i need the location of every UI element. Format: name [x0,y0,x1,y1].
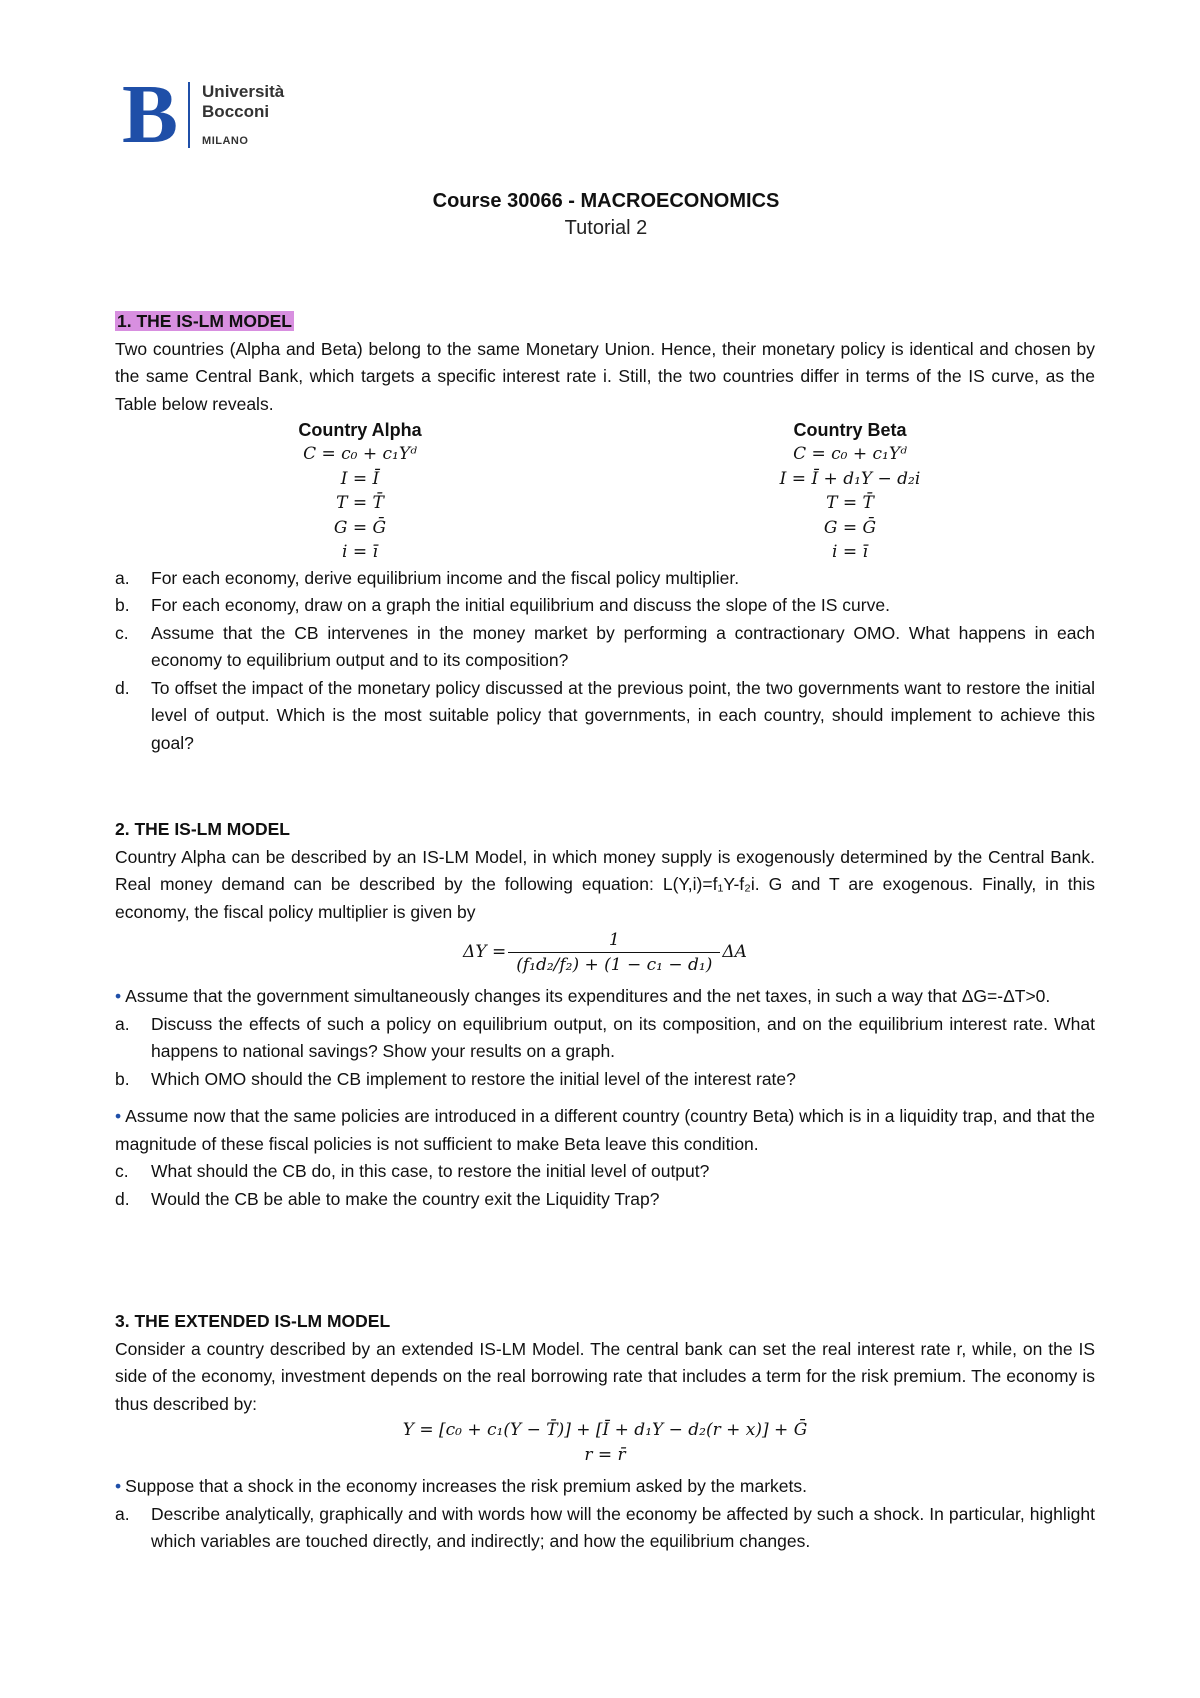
equation-lhs: ΔY = [463,941,507,962]
alpha-eq-taxes: T = T̄ [336,493,384,513]
question-label: d. [115,1188,130,1209]
question-text: To offset the impact of the monetary policy discussed at the previous point, the two governments want to restore the initial level of output. Which is the most suitable policy that governments, in each country, should implement to achieve this goal? [151,677,1095,753]
section-3 [115,1308,1095,1556]
section-2-bullet-1 [115,983,1095,1011]
question-text: For each economy, draw on a graph the initial equilibrium and discuss the slope of the IS curve. [151,595,890,615]
question-label: d. [115,677,130,698]
interest-rate-equation: r = r̄ [584,1444,626,1465]
country-beta-column [605,418,1095,565]
question-label: b. [115,1068,130,1089]
bullet-dot: • [115,1106,122,1126]
bullet-text: Assume that the government simultaneously changes its expenditures and the net taxes, in such a way that ΔG=-ΔT>0. [125,986,1051,1006]
question-item [115,565,1095,593]
question-item [115,675,1095,758]
equation-rhs: ΔA [722,941,747,962]
alpha-eq-interest: i = ī [342,542,378,562]
section-3-intro: Consider a country described by an extended IS-LM Model. The central bank can set the real interest rate r, while, on the IS side of the economy, investment depends on the real borrowing rate that includes a term for the risk premium. The economy is thus described by: [115,1338,1095,1414]
alpha-eq-consumption: C = c₀ + c₁Yᵈ [303,444,417,464]
question-text: What should the CB do, in this case, to restore the initial level of output? [151,1161,710,1181]
country-beta-heading: Country Beta [793,420,907,440]
question-text: Would the CB be able to make the country exit the Liquidity Trap? [151,1188,660,1209]
question-item [115,1501,1095,1556]
question-item [115,620,1095,675]
logo-text [202,80,284,148]
section-2 [115,816,1095,1213]
section-3-heading: 3. THE EXTENDED IS-LM MODEL [115,1311,391,1331]
tutorial-subtitle: Tutorial 2 [564,217,648,239]
equation-denominator: (f₁d₂/f₂) + (1 − c₁ − d₁) [516,955,713,975]
section-1 [115,308,1095,757]
beta-eq-taxes: T = T̄ [826,493,874,513]
logo-mark: B [122,68,177,161]
beta-eq-investment: I = Ī + d₁Y − d₂i [779,468,921,489]
question-text: Assume that the CB intervenes in the money market by performing a contractionary OMO. What happens in each economy to equilibrium output and to its composition? [151,622,1095,670]
equation-fraction [512,928,716,977]
section-1-heading-highlight: 1. THE IS-LM MODEL [117,311,292,331]
logo-divider [188,82,190,148]
question-item [115,1011,1095,1066]
bullet-text: Assume now that the same policies are introduced in a different country (country Beta) which is in a liquidity trap, and that the magnitude of these fiscal policies is not sufficient to make Beta leave this condition. [115,1106,1095,1154]
course-title: Course 30066 - MACROECONOMICS [432,190,780,212]
title-block [0,188,1200,242]
bullet-dot: • [115,986,122,1006]
section-2-bullet-2 [115,1103,1095,1158]
question-item [115,592,1095,620]
beta-eq-consumption: C = c₀ + c₁Yᵈ [793,444,907,464]
country-alpha-heading: Country Alpha [298,420,422,440]
country-table [115,418,1095,565]
bullet-dot: • [115,1476,122,1496]
multiplier-equation [115,928,1095,977]
section-2-heading: 2. THE IS-LM MODEL [115,819,290,839]
section-1-heading [115,308,1095,336]
equation-numerator: 1 [508,928,720,953]
question-text: Which OMO should the CB implement to restore the initial level of the interest rate? [151,1068,796,1089]
extended-is-equation: Y = [c₀ + c₁(Y − T̄)] + [Ī + d₁Y − d₂(r + x)] + Ḡ [402,1420,808,1440]
logo-line-1: Università [202,82,285,101]
question-text: Discuss the effects of such a policy on equilibrium output, on its composition, and on the equilibrium interest rate. What happens to national savings? Show your results on a graph. [151,1013,1095,1061]
logo-line-2: Bocconi [202,102,270,121]
question-text: For each economy, derive equilibrium income and the fiscal policy multiplier. [151,567,740,588]
question-text: Describe analytically, graphically and with words how will the economy be affected by such a shock. In particular, highlight which variables are touched directly, and indirectly; and how the equilibrium changes. [151,1503,1095,1551]
question-label: a. [115,567,130,588]
beta-eq-interest: i = ī [832,542,868,562]
alpha-eq-government: G = Ḡ [333,517,387,538]
alpha-eq-investment: I = Ī [340,468,380,489]
question-label: a. [115,1503,130,1524]
question-item [115,1186,1095,1214]
country-alpha-column [115,418,605,565]
question-label: c. [115,622,129,643]
section-2-intro: Country Alpha can be described by an IS-LM Model, in which money supply is exogenously determined by the Central Bank. Real money demand can be described by the following equation: L(Y,i)=f₁Y-f₂i. G and T are exogenous. Finally, in this economy, the fiscal policy multiplier is given by [115,846,1095,922]
question-label: b. [115,595,130,615]
beta-eq-government: G = Ḡ [823,517,877,538]
university-logo [122,68,285,161]
logo-line-3: MILANO [202,135,249,147]
bullet-text: Suppose that a shock in the economy increases the risk premium asked by the markets. [125,1476,807,1496]
question-label: a. [115,1013,130,1034]
question-item [115,1158,1095,1186]
section-1-intro: Two countries (Alpha and Beta) belong to the same Monetary Union. Hence, their monetary policy is identical and chosen by the same Central Bank, which targets a specific interest rate i. Still, the two countries differ in terms of the IS curve, as the Table below reveals. [115,338,1095,414]
question-item [115,1066,1095,1094]
question-label: c. [115,1161,129,1181]
section-3-bullet [115,1473,1095,1501]
